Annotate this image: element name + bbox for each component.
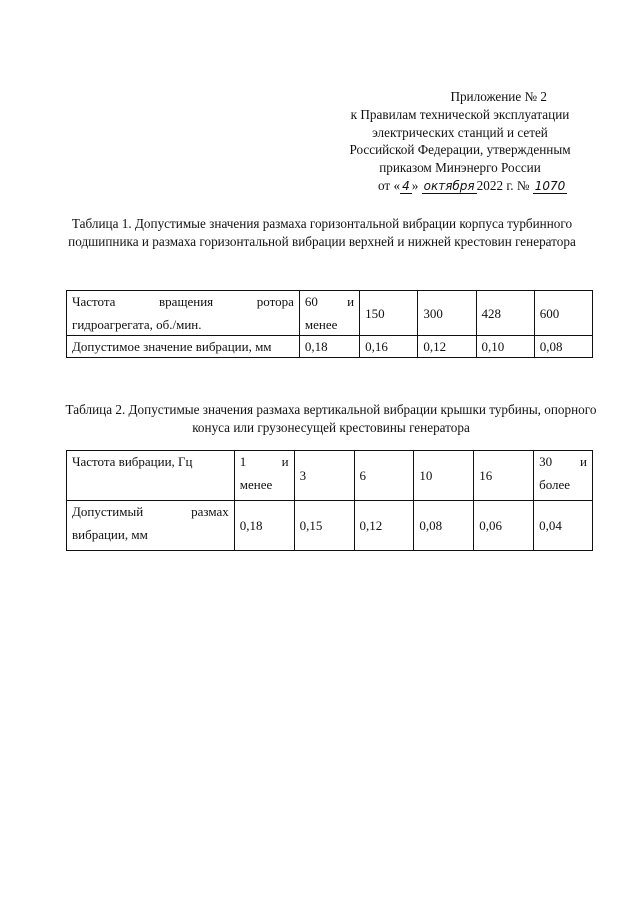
row-word: Допустимый	[72, 504, 144, 519]
col-value: 30	[539, 454, 553, 469]
header-word: гидроагрегата, об./мин.	[72, 317, 202, 332]
col-word: и	[580, 454, 587, 469]
table1-value: 0,12	[418, 336, 476, 358]
appendix-line: Российской Федерации, утвержденным	[349, 142, 571, 158]
table1-values-row	[67, 336, 593, 358]
table2-value: 0,08	[414, 501, 474, 551]
table2-col: 6	[354, 451, 414, 501]
appendix-line: электрических станций и сетей	[372, 124, 548, 140]
table1-value: 0,16	[360, 336, 418, 358]
order-month-handwritten: октября	[423, 178, 475, 193]
order-day-handwritten: 4	[402, 178, 410, 193]
table1	[66, 290, 593, 358]
order-prefix: от «	[378, 177, 401, 193]
table1-caption: Таблица 1. Допустимые значения размаха горизонтальной вибрации корпуса турбинного подшипника и размаха горизонтальной вибрации верхней и нижней крестовин генератора	[68, 216, 576, 249]
table2-col: 16	[474, 451, 534, 501]
order-year: 2022 г. №	[476, 177, 530, 193]
table2-col: 10	[414, 451, 474, 501]
col-word: менее	[239, 477, 273, 492]
row-word: вибрации, мм	[72, 527, 148, 542]
col-value: 1	[239, 454, 247, 469]
table1-value: 0,18	[299, 336, 359, 358]
table1-col: 600	[534, 291, 592, 336]
table1-col: 300	[418, 291, 476, 336]
header-word: ротора	[256, 294, 294, 309]
table2-values-row	[67, 501, 593, 551]
table2-value: 0,18	[234, 501, 294, 551]
table2-header-row	[67, 451, 593, 501]
table1-header-label	[67, 291, 300, 336]
table2-col: 3	[294, 451, 354, 501]
table2-value: 0,12	[354, 501, 414, 551]
order-number-handwritten: 1070	[534, 178, 566, 193]
appendix-title: Приложение № 2	[450, 89, 547, 104]
appendix-line: к Правилам технической эксплуатации	[350, 106, 570, 122]
table2-col-30	[534, 451, 593, 501]
appendix-header	[330, 88, 590, 196]
table1-value: 0,08	[534, 336, 592, 358]
table1-col: 428	[476, 291, 534, 336]
table1-col: 150	[360, 291, 418, 336]
col-word: и	[281, 454, 289, 469]
table1-value: 0,10	[476, 336, 534, 358]
table2-row-label	[67, 501, 235, 551]
header-word: Частота	[72, 294, 116, 309]
table1-row-label: Допустимое значение вибрации, мм	[67, 336, 300, 358]
table2-caption: Таблица 2. Допустимые значения размаха вертикальной вибрации крышки турбины, опорного конуса или грузонесущей крестовины генератора	[65, 402, 597, 435]
table2-value: 0,15	[294, 501, 354, 551]
table2-value: 0,06	[474, 501, 534, 551]
row-word: размах	[191, 504, 229, 519]
appendix-line: приказом Минэнерго России	[379, 160, 541, 176]
table1-header-row	[67, 291, 593, 336]
table1-col-60	[299, 291, 359, 336]
table2-header-label: Частота вибрации, Гц	[67, 451, 235, 501]
order-date-line	[368, 177, 590, 196]
col-word: более	[539, 477, 571, 492]
col-word: и	[347, 294, 355, 309]
table2	[66, 450, 593, 551]
col-value: 60	[304, 294, 318, 309]
col-word: менее	[304, 317, 338, 332]
header-word: вращения	[159, 294, 214, 309]
table2-value: 0,04	[534, 501, 593, 551]
table2-col-1	[234, 451, 294, 501]
order-mid: »	[411, 177, 419, 193]
